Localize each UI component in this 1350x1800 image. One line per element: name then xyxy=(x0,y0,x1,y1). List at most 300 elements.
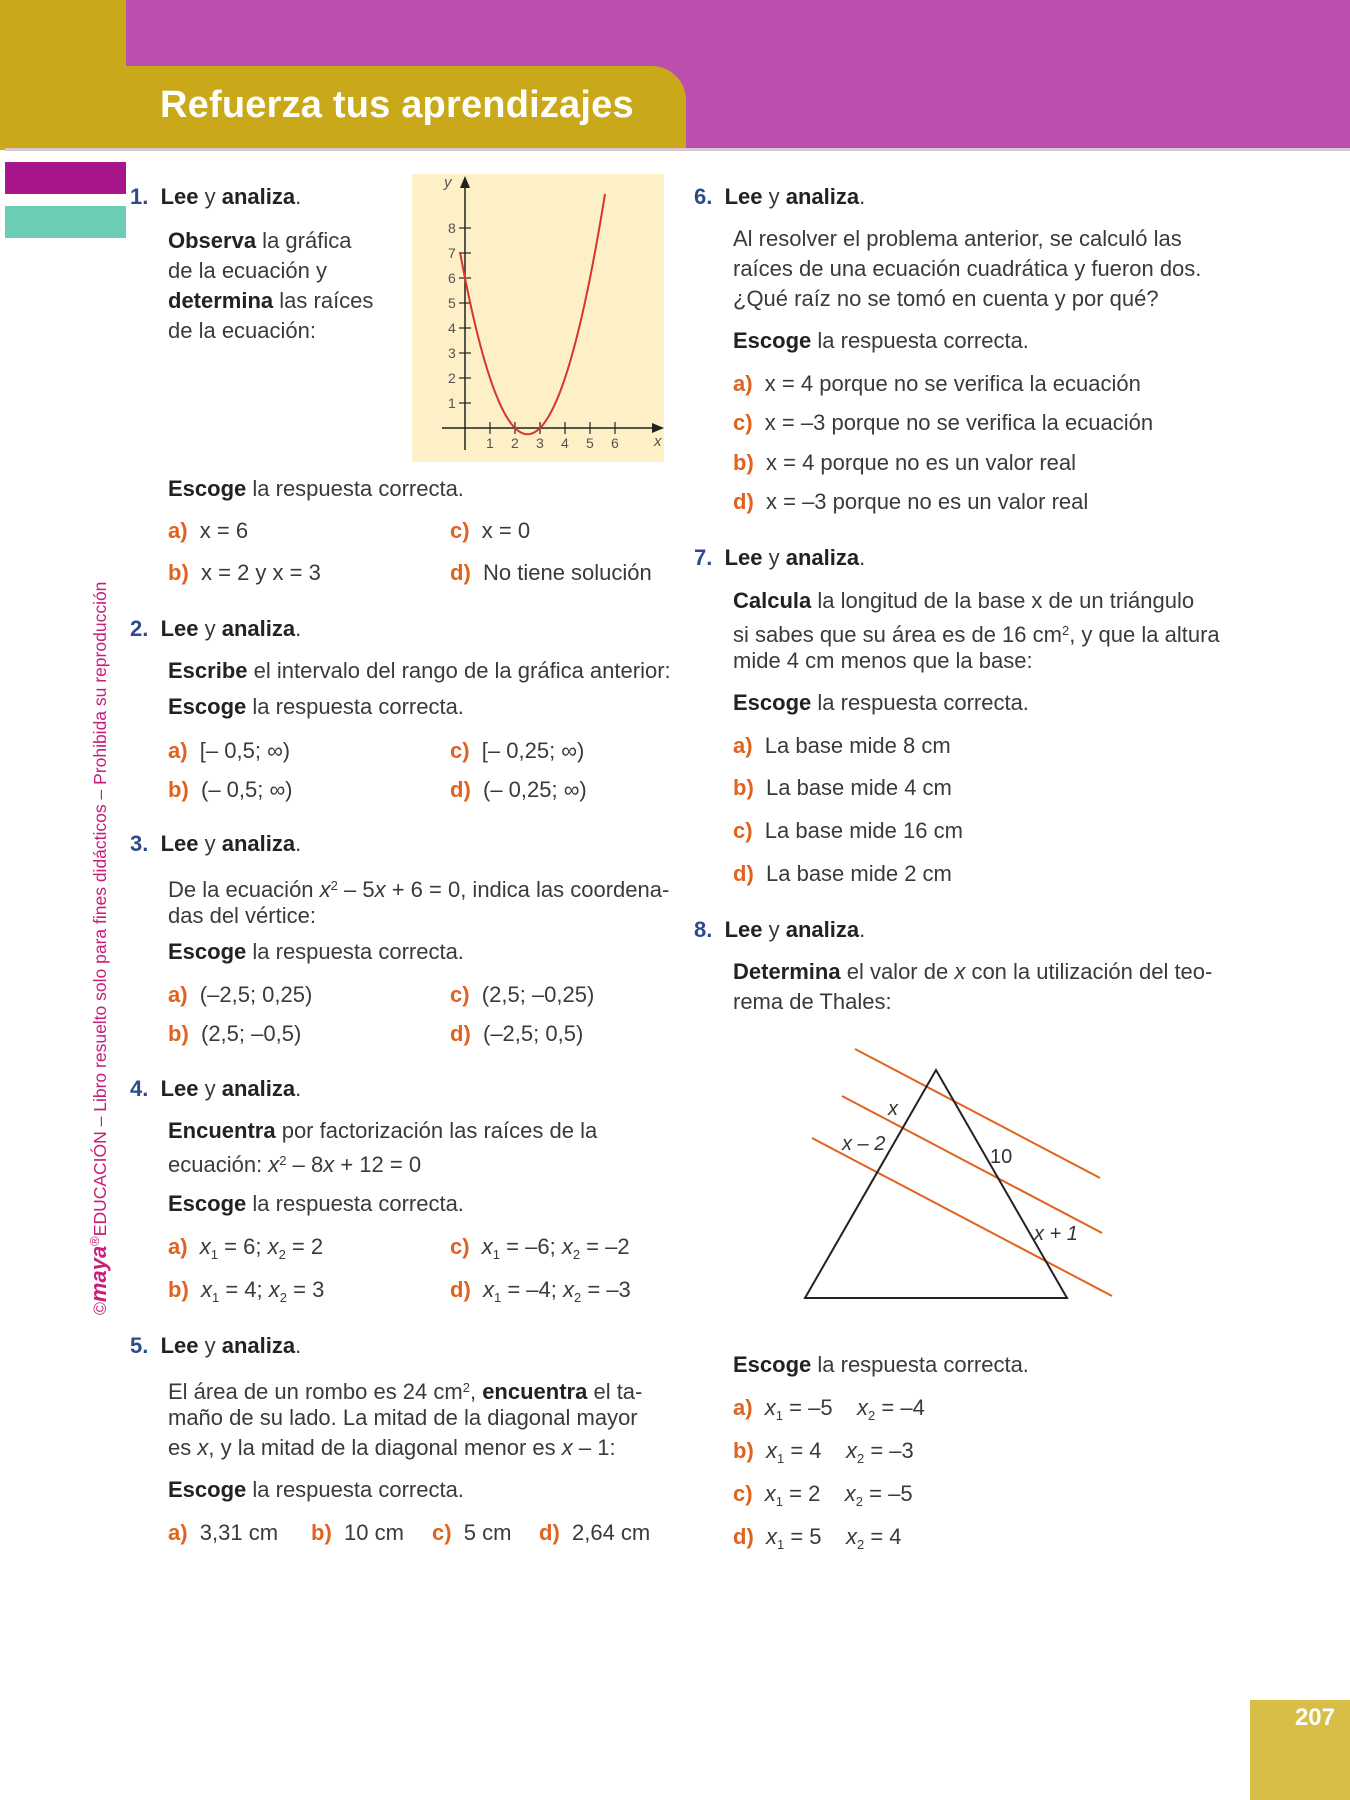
q6-option-d[interactable] xyxy=(733,487,1088,517)
y-word: y xyxy=(198,184,222,209)
text: El área de un rombo es 24 cm xyxy=(168,1379,463,1404)
q2-option-a[interactable] xyxy=(168,736,290,766)
option-text: La base mide 8 cm xyxy=(764,733,951,758)
exponent: 2 xyxy=(462,1380,470,1395)
choose-rest: la respuesta correcta. xyxy=(246,1477,464,1502)
q4-option-a[interactable] xyxy=(168,1232,323,1270)
y-tick-label: 1 xyxy=(448,395,456,411)
option-label: a) xyxy=(168,738,188,763)
math-var: x xyxy=(764,1481,776,1506)
option-value: = –5 xyxy=(863,1481,913,1506)
option-label: d) xyxy=(450,777,471,802)
choose-verb: Escoge xyxy=(168,1477,247,1502)
option-label: a) xyxy=(733,1395,753,1420)
subscript: 2 xyxy=(857,1537,865,1552)
q3-option-c[interactable] xyxy=(450,980,594,1010)
subscript: 1 xyxy=(775,1494,784,1509)
page-title: Refuerza tus aprendizajes xyxy=(160,84,634,126)
period: . xyxy=(859,917,866,942)
q1-option-d[interactable] xyxy=(450,558,652,588)
y-axis-arrow xyxy=(460,176,470,188)
lee-word: Lee xyxy=(160,184,199,209)
option-text: (– 0,5; ∞) xyxy=(201,777,293,802)
brand-logo-text: maya xyxy=(86,1245,111,1303)
triangle xyxy=(805,1070,1067,1298)
option-label: c) xyxy=(733,1481,753,1506)
page-number: 207 xyxy=(1294,1704,1335,1731)
q4-instr-2 xyxy=(168,1146,421,1180)
header-divider xyxy=(5,148,1350,151)
subscript: 1 xyxy=(777,1451,785,1466)
choose-rest: la respuesta correcta. xyxy=(246,476,464,501)
option-label: b) xyxy=(168,1021,189,1046)
choose-rest: la respuesta correcta. xyxy=(246,1191,464,1216)
q1-option-b[interactable] xyxy=(168,558,321,588)
math-var: x xyxy=(481,1234,493,1259)
copyright-vertical: ©maya®EDUCACIÓN – Libro resuelto solo para fines didácticos – Prohibida su reproducción xyxy=(86,581,111,1315)
text: , xyxy=(469,1379,483,1404)
option-text: (2,5; –0,25) xyxy=(481,982,595,1007)
option-label: b) xyxy=(168,1277,189,1302)
q1-instr-1 xyxy=(168,226,351,256)
q5-choose xyxy=(168,1475,464,1505)
q1-instr-4: de la ecuación: xyxy=(168,318,316,343)
option-label: b) xyxy=(733,775,754,800)
q8-option-c[interactable] xyxy=(733,1479,913,1517)
thales-triangle-figure xyxy=(790,1040,1130,1310)
q8-verb-determina: Determina xyxy=(733,959,841,984)
option-value: = 4 xyxy=(864,1524,902,1549)
option-label: c) xyxy=(432,1520,452,1545)
math-var: x xyxy=(846,1438,857,1463)
period: . xyxy=(295,616,302,641)
x-tick-label: 1 xyxy=(486,435,494,451)
label-x-plus-1: x + 1 xyxy=(1034,1223,1078,1245)
q1-verb-observa: Observa xyxy=(168,228,257,253)
option-value: = –2 xyxy=(580,1234,630,1259)
q8-option-d[interactable] xyxy=(733,1522,902,1560)
choose-verb: Escoge xyxy=(733,1352,812,1377)
q3-option-a[interactable] xyxy=(168,980,312,1010)
q2-choose xyxy=(168,692,464,722)
q8-number: 8. xyxy=(694,917,713,942)
analiza-word: analiza xyxy=(785,917,860,942)
option-text: [– 0,5; ∞) xyxy=(199,738,291,763)
q8-choose xyxy=(733,1350,1029,1380)
option-text: x = –3 porque no es un valor real xyxy=(766,489,1089,514)
q1-option-c[interactable] xyxy=(450,516,530,546)
side-tab-teal xyxy=(5,206,126,238)
q1-text-1: la gráfica xyxy=(256,228,352,253)
option-value: = 6; xyxy=(218,1234,268,1259)
analiza-word: analiza xyxy=(221,1076,296,1101)
q4-instr-1 xyxy=(168,1116,597,1146)
choose-verb: Escoge xyxy=(168,476,247,501)
option-label: d) xyxy=(539,1520,560,1545)
parabola-curve xyxy=(460,194,605,434)
option-value: = 4 xyxy=(784,1438,822,1463)
q4-verb-encuentra: Encuentra xyxy=(168,1118,276,1143)
q4-option-b[interactable] xyxy=(168,1275,324,1313)
subscript: 1 xyxy=(775,1408,784,1423)
q7-option-b[interactable] xyxy=(733,773,952,803)
y-word: y xyxy=(762,917,786,942)
q5-instr-1 xyxy=(168,1373,642,1407)
option-label: b) xyxy=(168,777,189,802)
text: el ta- xyxy=(587,1379,643,1404)
q2-heading xyxy=(130,614,301,644)
choose-rest: la respuesta correcta. xyxy=(811,328,1029,353)
lee-word: Lee xyxy=(724,545,763,570)
y-word: y xyxy=(198,616,222,641)
q6-instr-2: raíces de una ecuación cuadrática y fueron dos. xyxy=(733,256,1202,281)
math-var: x xyxy=(201,1277,212,1302)
period: . xyxy=(295,831,302,856)
subscript: 2 xyxy=(572,1247,581,1262)
option-value: = 4; xyxy=(219,1277,269,1302)
option-text: x = 4 porque no se verifica la ecuación xyxy=(764,371,1141,396)
lee-word: Lee xyxy=(160,616,199,641)
q2-option-d[interactable] xyxy=(450,775,587,805)
q1-text-3: las raíces xyxy=(273,288,374,313)
q5-heading xyxy=(130,1331,301,1361)
choose-rest: la respuesta correcta. xyxy=(811,1352,1029,1377)
y-word: y xyxy=(198,831,222,856)
analiza-word: analiza xyxy=(785,184,860,209)
q3-option-b[interactable] xyxy=(168,1019,301,1049)
label-x: x xyxy=(888,1098,898,1120)
q4-number: 4. xyxy=(130,1076,149,1101)
option-text: (–2,5; 0,5) xyxy=(483,1021,584,1046)
math-var: x xyxy=(766,1438,777,1463)
q5-option-d[interactable] xyxy=(539,1518,650,1548)
text: – 8 xyxy=(286,1152,324,1177)
lee-word: Lee xyxy=(724,917,763,942)
choose-verb: Escoge xyxy=(168,1191,247,1216)
y-tick-label: 8 xyxy=(448,220,456,236)
q5-instr-3 xyxy=(168,1433,616,1463)
option-text: x = 6 xyxy=(199,518,249,543)
math-var: x xyxy=(561,1234,573,1259)
choose-rest: la respuesta correcta. xyxy=(246,694,464,719)
option-label: c) xyxy=(450,738,470,763)
lee-word: Lee xyxy=(724,184,763,209)
analiza-word: analiza xyxy=(785,545,860,570)
choose-rest: la respuesta correcta. xyxy=(246,939,464,964)
option-label: a) xyxy=(168,982,188,1007)
analiza-word: analiza xyxy=(221,1333,296,1358)
option-text: x = 2 y x = 3 xyxy=(201,560,321,585)
lee-word: Lee xyxy=(160,831,199,856)
analiza-word: analiza xyxy=(221,184,296,209)
y-tick-label: 3 xyxy=(448,345,456,361)
option-value: = –3 xyxy=(864,1438,914,1463)
math-var: x xyxy=(846,1524,857,1549)
math-var: x xyxy=(323,1152,335,1177)
option-value: = 5 xyxy=(784,1524,822,1549)
label-10: 10 xyxy=(990,1146,1013,1168)
math-var: x xyxy=(268,1277,280,1302)
option-text: x = –3 porque no se verifica la ecuación xyxy=(764,410,1154,435)
parabola-graph xyxy=(412,170,672,466)
y-axis-label: y xyxy=(444,174,452,191)
q6-instr-1: Al resolver el problema anterior, se calculó las xyxy=(733,226,1182,251)
x-tick-label: 4 xyxy=(561,435,569,451)
subscript: 2 xyxy=(857,1451,865,1466)
option-label: c) xyxy=(733,410,753,435)
option-value: = 2 xyxy=(285,1234,324,1259)
q6-heading xyxy=(694,182,865,212)
option-value: = –3 xyxy=(581,1277,631,1302)
option-label: d) xyxy=(450,560,471,585)
option-text: 3,31 cm xyxy=(199,1520,279,1545)
exponent: 2 xyxy=(1061,623,1070,638)
q6-option-b[interactable] xyxy=(733,448,1076,478)
exponent: 2 xyxy=(330,878,338,893)
math-var: x xyxy=(954,959,966,984)
q4-heading xyxy=(130,1074,301,1104)
q5-number: 5. xyxy=(130,1333,149,1358)
option-value: = 2 xyxy=(783,1481,821,1506)
text: – 5 xyxy=(337,877,375,902)
analiza-word: analiza xyxy=(221,616,296,641)
option-label: c) xyxy=(733,818,753,843)
q4-option-d[interactable] xyxy=(450,1275,631,1313)
y-tick-label: 7 xyxy=(448,245,456,261)
q7-instr-2 xyxy=(733,616,1220,650)
x-axis-arrow xyxy=(652,423,664,433)
option-label: a) xyxy=(168,518,188,543)
text: con la utilización del teo- xyxy=(965,959,1213,984)
math-var: x xyxy=(766,1524,777,1549)
math-var: x xyxy=(483,1277,494,1302)
option-value: = –4 xyxy=(875,1395,925,1420)
label-x-minus-2: x – 2 xyxy=(842,1133,886,1155)
q3-number: 3. xyxy=(130,831,149,856)
q8-option-a[interactable] xyxy=(733,1393,925,1431)
text: si sabes que su área es de 16 cm xyxy=(733,622,1062,647)
option-label: d) xyxy=(733,1524,754,1549)
q2-number: 2. xyxy=(130,616,149,641)
q2-option-c[interactable] xyxy=(450,736,584,766)
q7-verb-calcula: Calcula xyxy=(733,588,812,613)
choose-verb: Escoge xyxy=(733,690,812,715)
option-text: No tiene solución xyxy=(483,560,652,585)
q7-heading xyxy=(694,543,865,573)
q5-instr-2: maño de su lado. La mitad de la diagonal mayor xyxy=(168,1405,638,1430)
choose-verb: Escoge xyxy=(168,939,247,964)
option-text: La base mide 2 cm xyxy=(766,861,952,886)
option-text: (–2,5; 0,25) xyxy=(199,982,313,1007)
q5-option-c[interactable] xyxy=(432,1518,511,1548)
text: + 12 = 0 xyxy=(334,1152,422,1177)
q6-option-c[interactable] xyxy=(733,408,1153,438)
period: . xyxy=(295,1076,302,1101)
option-label: d) xyxy=(733,489,754,514)
q1-option-a[interactable] xyxy=(168,516,248,546)
q1-verb-determina: determina xyxy=(168,288,274,313)
q2-option-b[interactable] xyxy=(168,775,293,805)
subscript: 2 xyxy=(868,1408,876,1423)
q6-instr-3: ¿Qué raíz no se tomó en cuenta y por qué? xyxy=(733,286,1159,311)
math-var: x xyxy=(764,1395,776,1420)
q1-instr-2: de la ecuación y xyxy=(168,258,327,283)
side-tab-magenta xyxy=(5,162,126,194)
y-word: y xyxy=(198,1333,222,1358)
option-label: c) xyxy=(450,1234,470,1259)
subscript: 1 xyxy=(212,1290,220,1305)
text: + 6 = 0, indica las coordena- xyxy=(385,877,670,902)
y-word: y xyxy=(198,1076,222,1101)
x-tick-label: 5 xyxy=(586,435,594,451)
q7-choose xyxy=(733,688,1029,718)
q7-instr-1 xyxy=(733,586,1194,616)
option-label: a) xyxy=(168,1520,188,1545)
option-label: a) xyxy=(733,371,753,396)
q7-instr-3: mide 4 cm menos que la base: xyxy=(733,648,1033,673)
option-label: b) xyxy=(733,450,754,475)
option-label: b) xyxy=(733,1438,754,1463)
option-text: x = 4 porque no es un valor real xyxy=(766,450,1077,475)
q7-option-d[interactable] xyxy=(733,859,952,889)
subscript: 1 xyxy=(494,1290,502,1305)
q4-choose xyxy=(168,1189,464,1219)
text: , y la mitad de la diagonal menor es xyxy=(208,1435,562,1460)
text: , y que la altura xyxy=(1069,622,1220,647)
option-text: 5 cm xyxy=(463,1520,512,1545)
q4-option-c[interactable] xyxy=(450,1232,630,1270)
period: . xyxy=(295,1333,302,1358)
q8-heading xyxy=(694,915,865,945)
lee-word: Lee xyxy=(160,1076,199,1101)
q3-heading xyxy=(130,829,301,859)
q1-choose xyxy=(168,474,464,504)
lee-word: Lee xyxy=(160,1333,199,1358)
choose-rest: la respuesta correcta. xyxy=(811,690,1029,715)
option-value: = –4; xyxy=(501,1277,564,1302)
q5-option-a[interactable] xyxy=(168,1518,278,1548)
math-var: x xyxy=(857,1395,869,1420)
q6-number: 6. xyxy=(694,184,713,209)
option-text: 10 cm xyxy=(344,1520,404,1545)
period: . xyxy=(295,184,302,209)
x-tick-label: 6 xyxy=(611,435,619,451)
header-corner xyxy=(0,0,126,150)
text: el valor de xyxy=(840,959,955,984)
option-text: [– 0,25; ∞) xyxy=(481,738,585,763)
option-label: d) xyxy=(450,1277,471,1302)
q2-instr-1 xyxy=(168,656,671,686)
x-axis-label: x xyxy=(654,433,662,450)
y-word: y xyxy=(762,184,786,209)
text: – 1: xyxy=(572,1435,616,1460)
q3-choose xyxy=(168,937,464,967)
copyright-text: EDUCACIÓN – Libro resuelto solo para fines didácticos – Prohibida su reproducción xyxy=(90,581,110,1237)
q1-instr-3 xyxy=(168,286,373,316)
q2-text-1: el intervalo del rango de la gráfica anterior: xyxy=(247,658,671,683)
q2-verb-escribe: Escribe xyxy=(168,658,248,683)
option-text: (– 0,25; ∞) xyxy=(483,777,587,802)
y-tick-label: 2 xyxy=(448,370,456,386)
option-label: b) xyxy=(311,1520,332,1545)
q3-instr-2: das del vértice: xyxy=(168,903,316,928)
q4-text-1: por factorización las raíces de la xyxy=(275,1118,598,1143)
option-label: c) xyxy=(450,982,470,1007)
option-label: a) xyxy=(733,733,753,758)
text: De la ecuación xyxy=(168,877,320,902)
option-text: La base mide 4 cm xyxy=(766,775,952,800)
period: . xyxy=(859,545,866,570)
x-tick-label: 3 xyxy=(536,435,544,451)
y-tick-label: 6 xyxy=(448,270,456,286)
math-var: x xyxy=(561,1435,573,1460)
option-value: = 3 xyxy=(287,1277,325,1302)
q1-heading xyxy=(130,182,301,212)
q6-option-a[interactable] xyxy=(733,369,1141,399)
option-text: x = 0 xyxy=(481,518,531,543)
text: es xyxy=(168,1435,198,1460)
option-text: 2,64 cm xyxy=(572,1520,651,1545)
q1-number: 1. xyxy=(130,184,149,209)
subscript: 1 xyxy=(210,1247,219,1262)
q8-instr-2: rema de Thales: xyxy=(733,989,892,1014)
exponent: 2 xyxy=(279,1153,287,1168)
option-label: c) xyxy=(450,518,470,543)
q8-instr-1 xyxy=(733,957,1212,987)
q6-choose xyxy=(733,326,1029,356)
math-var: x xyxy=(319,877,331,902)
x-tick-label: 2 xyxy=(511,435,519,451)
period: . xyxy=(859,184,866,209)
subscript: 2 xyxy=(574,1290,582,1305)
math-var: x xyxy=(374,877,386,902)
math-var: x xyxy=(267,1234,279,1259)
q7-option-c[interactable] xyxy=(733,816,963,846)
q5-verb-encuentra: encuentra xyxy=(482,1379,588,1404)
choose-verb: Escoge xyxy=(733,328,812,353)
option-value: = –6; xyxy=(500,1234,562,1259)
option-label: d) xyxy=(450,1021,471,1046)
y-tick-label: 4 xyxy=(448,320,456,336)
math-var: x xyxy=(197,1435,209,1460)
y-word: y xyxy=(762,545,786,570)
subscript: 2 xyxy=(855,1494,864,1509)
q5-option-b[interactable] xyxy=(311,1518,404,1548)
q3-option-d[interactable] xyxy=(450,1019,583,1049)
subscript: 1 xyxy=(492,1247,501,1262)
q3-instr-1 xyxy=(168,871,669,905)
math-var: x xyxy=(268,1152,280,1177)
text: la longitud de la base x de un triángulo xyxy=(811,588,1195,613)
math-var: x xyxy=(844,1481,856,1506)
y-tick-label: 5 xyxy=(448,295,456,311)
option-value: = –5 xyxy=(783,1395,833,1420)
math-var: x xyxy=(199,1234,211,1259)
analiza-word: analiza xyxy=(221,831,296,856)
subscript: 1 xyxy=(777,1537,785,1552)
text: ecuación: xyxy=(168,1152,269,1177)
option-label: a) xyxy=(168,1234,188,1259)
option-label: d) xyxy=(733,861,754,886)
subscript: 2 xyxy=(279,1290,288,1305)
q7-option-a[interactable] xyxy=(733,731,951,761)
choose-verb: Escoge xyxy=(168,694,247,719)
q7-number: 7. xyxy=(694,545,713,570)
q8-option-b[interactable] xyxy=(733,1436,914,1474)
math-var: x xyxy=(563,1277,575,1302)
option-label: b) xyxy=(168,560,189,585)
subscript: 2 xyxy=(278,1247,286,1262)
